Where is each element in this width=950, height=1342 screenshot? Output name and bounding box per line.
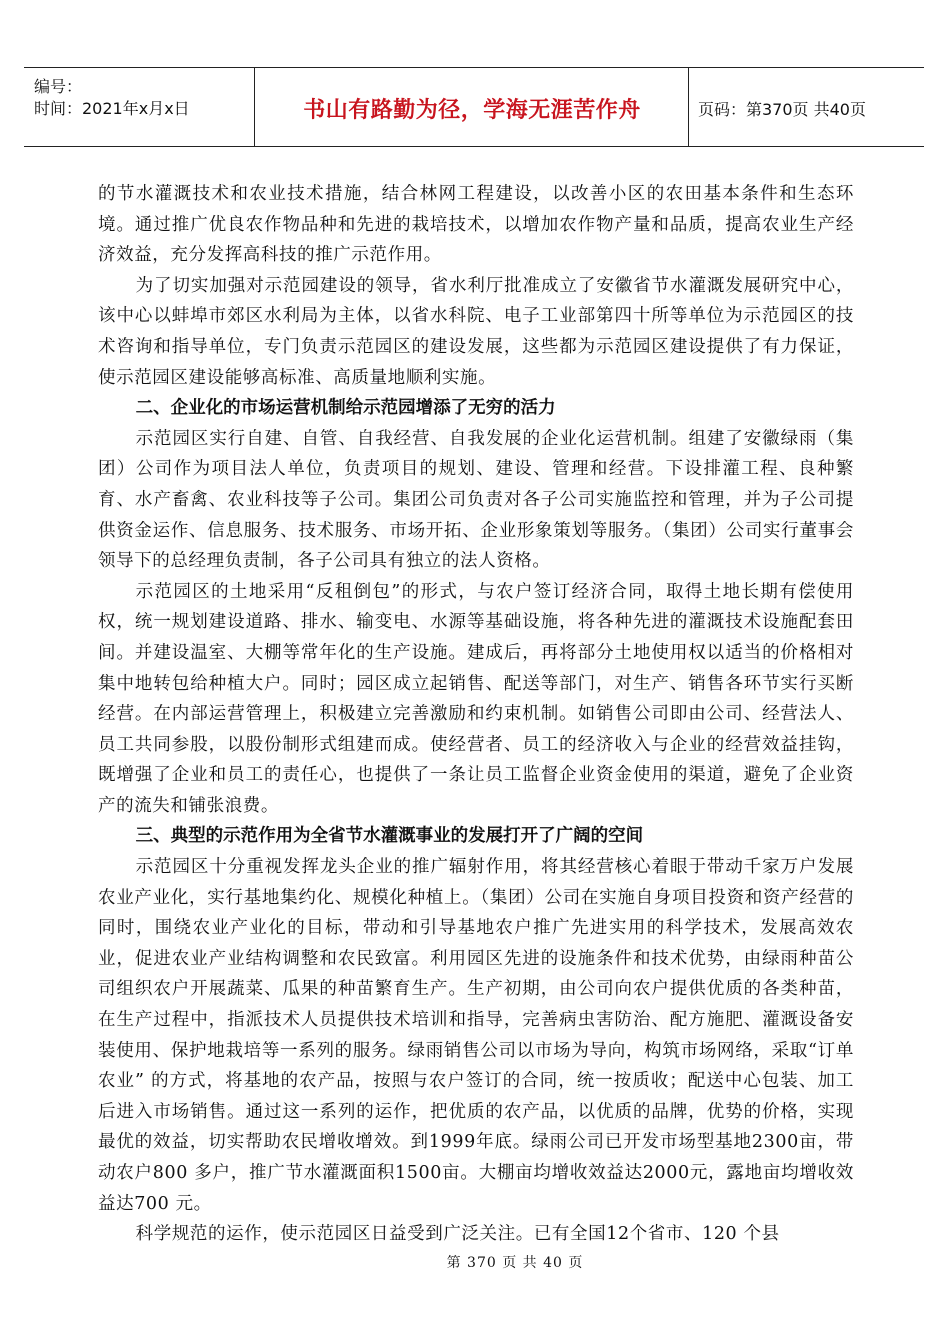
header-middle-cell [256, 68, 689, 146]
page-header [24, 67, 924, 147]
paragraph-2: 为了切实加强对示范园建设的领导，省水利厅批准成立了安徽省节水灌溉发展研究中心，该中心以蚌埠市郊区水利局为主体，以省水科院、电子工业部第四十所等单位为示范园区的技术咨询和指导单位，专门负责示范园区的建设发展，这些都为示范园区建设提供了有力保证，使示范园区建设能够高标准、高质量地顺利实施。 [98, 275, 854, 388]
date-label: 时间：2021年x月x日 [34, 99, 190, 118]
section-heading-2: 二、企业化的市场运营机制给示范园增添了无穷的活力 [135, 398, 556, 419]
document-number-label: 编号： [34, 77, 83, 96]
section-heading-3: 三、典型的示范作用为全省节水灌溉事业的发展打开了广阔的空间 [135, 826, 644, 847]
header-left-cell [24, 68, 255, 146]
page-footer [0, 1252, 950, 1272]
header-page-number: 页码：第370页 共40页 [698, 100, 866, 119]
paragraph-3: 示范园区实行自建、自管、自我经营、自我发展的企业化运营机制。组建了安徽绿雨（集团）公司作为项目法人单位，负责项目的规划、建设、管理和经营。下设排灌工程、良种繁育、水产畜禽、农业科技等子公司。集团公司负责对各子公司实施监控和管理，并为子公司提供资金运作、信息服务、技术服务、市场开拓、企业形象策划等服务。（集团）公司实行董事会领导下的总经理负责制，各子公司具有独立的法人资格。 [98, 428, 854, 572]
header-motto: 书山有路勤为径，学海无涯苦作舟 [303, 98, 641, 123]
document-body [98, 179, 854, 1250]
paragraph-4: 示范园区的土地采用“反租倒包”的形式，与农户签订经济合同，取得土地长期有偿使用权，统一规划建设道路、排水、输变电、水源等基础设施，将各种先进的灌溉技术设施配套田间。并建设温室、大棚等常年化的生产设施。建成后，再将部分土地使用权以适当的价格相对集中地转包给种植大户。同时；园区成立起销售、配送等部门，对生产、销售各环节实行买断经营。在内部运营管理上，积极建立完善激励和约束机制。如销售公司即由公司、经营法人、员工共同参股，以股份制形式组建而成。使经营者、员工的经济收入与企业的经营效益挂钩，既增强了企业和员工的责任心，也提供了一条让员工监督企业资金使用的渠道，避免了企业资产的流失和铺张浪费。 [98, 581, 854, 816]
paragraph-6: 科学规范的运作，使示范园区日益受到广泛关注。已有全国12个省市、120 个县 [135, 1224, 780, 1245]
paragraph-5: 示范园区十分重视发挥龙头企业的推广辐射作用，将其经营核心着眼于带动千家万户发展农业产业化，实行基地集约化、规模化种植上。（集团）公司在实施自身项目投资和资产经营的同时，围绕农业产业化的目标，带动和引导基地农户推广先进实用的科学技术，发展高效农业，促进农业产业结构调整和农民致富。利用园区先进的设施条件和技术优势，由绿雨种苗公司组织农户开展蔬菜、瓜果的种苗繁育生产。生产初期，由公司向农户提供优质的各类种苗，在生产过程中，指派技术人员提供技术培训和指导，完善病虫害防治、配方施肥、灌溉设备安装使用、保护地栽培等一系列的服务。绿雨销售公司以市场为导向，构筑市场网络，采取“订单农业” 的方式，将基地的农产品，按照与农户签订的合同，统一按质收；配送中心包装、加工后进入市场销售。通过这一系列的运作，把优质的农产品，以优质的品牌，优势的价格，实现最优的效益，切实帮助农民增收增效。到1999年底。绿雨公司已开发市场型基地2300亩，带动农户800 多户，推广节水灌溉面积1500亩。大棚亩均增收效益达2000元，露地亩均增收效益达700 元。 [98, 857, 854, 1214]
paragraph-1: 的节水灌溉技术和农业技术措施，结合林网工程建设，以改善小区的农田基本条件和生态环境。通过推广优良农作物品种和先进的栽培技术，以增加农作物产量和品质，提高农业生产经济效益，充分发挥高科技的推广示范作用。 [98, 184, 854, 266]
footer-page-number: 第 370 页 共 40 页 [446, 1255, 584, 1271]
header-right-cell [690, 68, 924, 146]
